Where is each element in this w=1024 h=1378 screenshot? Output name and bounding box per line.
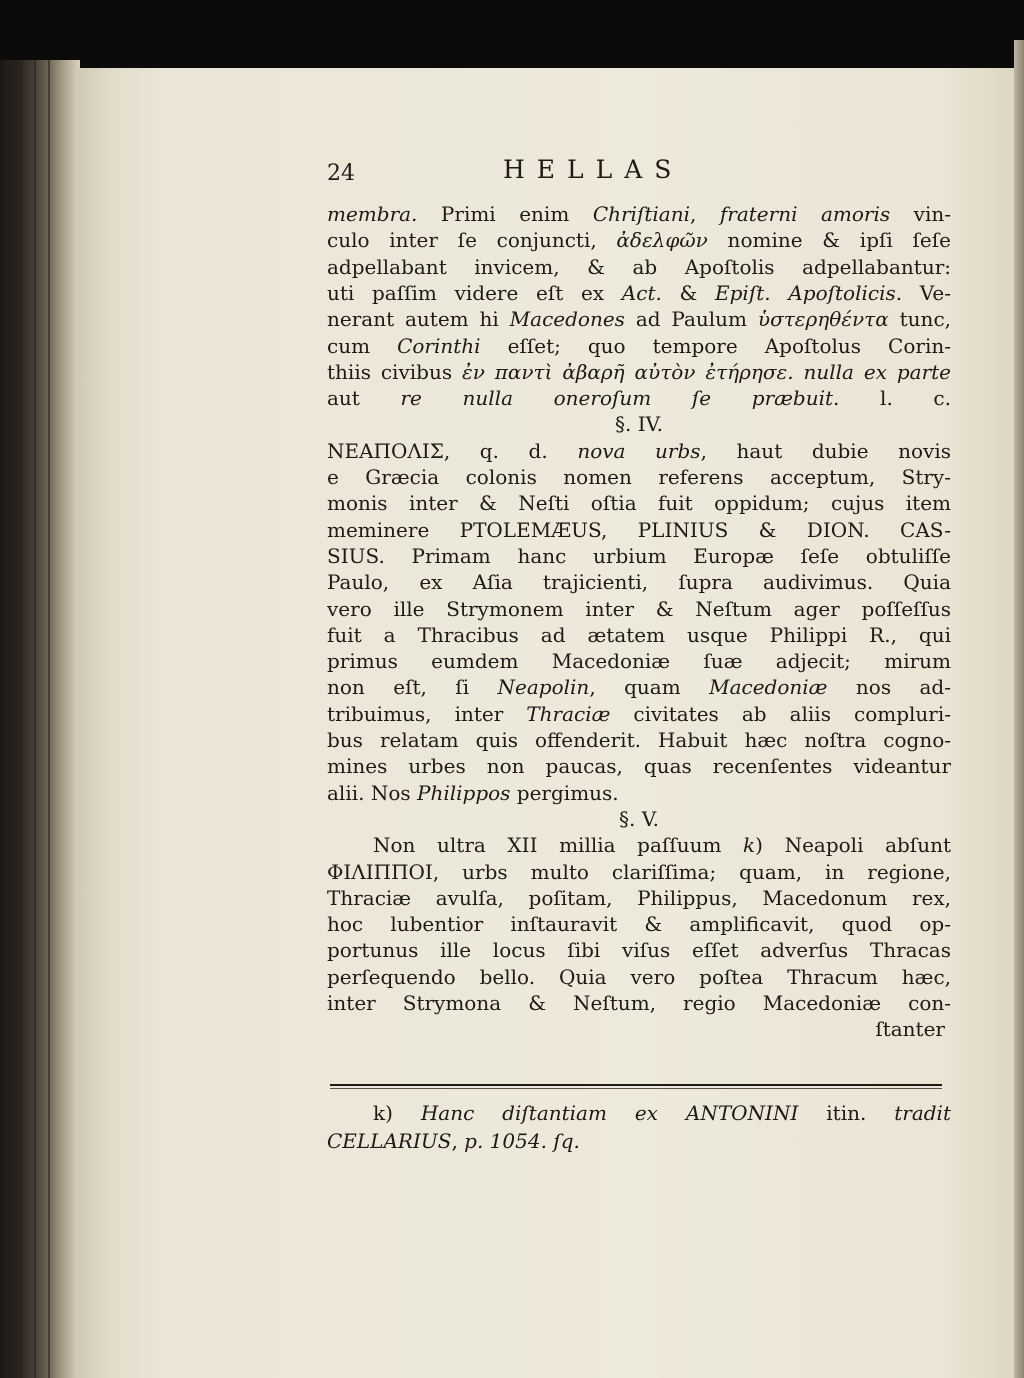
body-text-span: Chriſtiani — [592, 202, 690, 226]
footnote-text-span: CELLARIUS — [327, 1129, 452, 1153]
body-text-span: ) Neapoli abſunt — [755, 833, 951, 858]
body-text-span: fuit a Thracibus ad ætatem usque Philippi R., qui — [327, 622, 951, 647]
body-line — [327, 911, 951, 937]
footnote-text-span: itin. — [798, 1101, 895, 1125]
body-text-span: hoc lubentior inſtauravit & amplificavit, quod op- — [327, 912, 951, 937]
body-line — [327, 937, 951, 963]
running-title: HELLAS — [503, 155, 684, 184]
footnote-rule — [330, 1084, 942, 1086]
body-line — [327, 701, 951, 727]
body-line — [327, 622, 951, 648]
page-number: 24 — [327, 161, 355, 186]
body-text-span: portunus ille locus ſibi viſus eſſet adverſus Thracas — [327, 938, 951, 963]
footnote-text-span: tradit — [894, 1101, 951, 1125]
body-line — [327, 543, 951, 569]
body-text-span: ἀδελφῶν — [616, 228, 708, 253]
body-text-span: meminere PTOLEMÆUS, PLINIUS & DION. CAS- — [327, 517, 951, 542]
body-text-span: §. IV. — [615, 412, 663, 437]
body-line — [327, 1016, 951, 1042]
body-line — [327, 674, 951, 700]
body-line — [327, 964, 951, 990]
body-text-span: Non ultra XII millia paſſuum — [373, 833, 744, 858]
book-gutter — [0, 60, 80, 1378]
body-line — [327, 859, 951, 885]
body-line — [327, 490, 951, 516]
body-text-span: Macedones — [509, 307, 625, 332]
body-text-span: culo inter ſe conjuncti, — [327, 228, 617, 253]
body-line — [327, 885, 951, 911]
body-line — [327, 306, 951, 332]
body-line — [327, 727, 951, 753]
body-text-span: . l. c. — [833, 386, 951, 411]
body-text-span: mines urbes non paucas, quas recenſentes videantur — [327, 754, 951, 779]
body-text-span: tribuimus, inter — [327, 701, 527, 726]
body-text-span: Thraciæ avulſa, poſitam, Philippus, Macedonum rex, — [327, 885, 951, 910]
footnote-text-span: Hanc diſtantiam ex — [420, 1101, 658, 1125]
footnote-text-span: ANTONINI — [685, 1101, 799, 1125]
body-text-span: uti paſſim videre eſt ex — [327, 280, 622, 305]
body-text-span: nomine & ipſi ſeſe — [707, 228, 951, 253]
body-text-span: nulla ex parte — [803, 359, 951, 384]
body-text-span: ΦΙΛΙΠΠΟΙ, urbs multo clariſſima; quam, in regione, — [327, 859, 951, 884]
body-text-span: SIUS. Primam hanc urbium Europæ ſeſe obtuliſſe — [327, 543, 951, 568]
body-text-span: vin- — [890, 202, 951, 226]
footnote-rule-thin — [330, 1088, 942, 1089]
body-text-span: tunc, — [888, 307, 951, 332]
body-text-span: ſtanter — [875, 1017, 945, 1042]
body-text-span: nova urbs — [577, 438, 701, 463]
body-text-span: nerant autem hi — [327, 307, 510, 332]
body-text-span: Primi enim — [417, 202, 593, 226]
body-text-span: nos ad- — [827, 675, 951, 700]
body-line — [327, 806, 951, 832]
body-text-span: ΝΕΑΠΟΛΙΣ, q. d. — [327, 438, 578, 463]
body-text-span: pergimus. — [510, 780, 619, 805]
body-text-span: membra. — [327, 202, 418, 226]
body-text-span: bus relatam quis offenderit. Habuit hæc noſtra cogno- — [327, 728, 951, 752]
body-text-span: Thraciæ — [526, 701, 611, 726]
body-text-span: , haut dubie novis — [700, 438, 951, 463]
page-right-edge — [1014, 40, 1024, 1378]
body-line — [327, 596, 951, 622]
footnote-line — [327, 1100, 951, 1128]
body-text-span: inter Strymona & Neſtum, regio Macedoniæ con- — [327, 991, 951, 1015]
body-line — [327, 201, 951, 227]
footnote-text-span — [658, 1101, 686, 1125]
body-text-span: . Ve- — [895, 280, 951, 305]
body-line — [327, 385, 951, 411]
body-text-span: primus eumdem Macedoniæ ſuæ adjecit; mirum — [327, 649, 951, 674]
body-text-span: alii. Nos — [327, 780, 417, 805]
body-text-span: e Græcia colonis nomen referens acceptum, Stry- — [327, 465, 951, 489]
body-text-span: non eſt, ſi — [327, 675, 498, 700]
body-text-span: ad Paulum — [624, 307, 758, 332]
footnote-text-span: k) — [373, 1101, 421, 1125]
body-line — [327, 832, 951, 858]
body-text-span: , — [690, 202, 720, 226]
body-text-span: §. V. — [618, 806, 660, 831]
body-line — [327, 753, 951, 779]
body-line — [327, 359, 951, 385]
scan-top-background — [0, 0, 1024, 72]
body-text-span: Macedoniæ — [709, 675, 828, 700]
body-text-span — [794, 360, 804, 384]
footnote-text-span: , — [451, 1129, 465, 1153]
body-text-span: Corinthi — [397, 333, 481, 358]
body-text-span: fraterni amoris — [719, 202, 891, 226]
body-line — [327, 648, 951, 674]
body-line — [327, 280, 951, 306]
body-text-span: Philippos — [417, 780, 511, 805]
body-text-span: Act. — [621, 280, 662, 305]
body-text-span: perſequendo bello. Quia vero poſtea Thracum hæc, — [327, 964, 951, 989]
body-text-span: , quam — [589, 675, 710, 700]
body-line — [327, 438, 951, 464]
body-line — [327, 780, 951, 806]
body-text-span: monis inter & Neſti oſtia fuit oppidum; cujus item — [327, 491, 951, 516]
body-text-span: adpellabant invicem, & ab Apoſtolis adpellabantur: — [327, 254, 951, 279]
body-text-span: eſſet; quo tempore Apoſtolus Corin- — [480, 333, 951, 358]
footnote-text-span: p. 1054. ſq. — [464, 1129, 580, 1153]
body-text-span: vero ille Strymonem inter & Neſtum ager poſſeſſus — [327, 596, 951, 621]
body-line — [327, 464, 951, 490]
body-text-span: Epiſt. Apoſtolicis — [715, 280, 896, 305]
body-line — [327, 411, 951, 437]
footnote-line — [327, 1128, 951, 1154]
body-line — [327, 990, 951, 1016]
body-line — [327, 333, 951, 359]
body-text-span: re nulla oneroſum ſe præbuit — [400, 386, 834, 411]
body-text-span: thiis civibus — [327, 359, 462, 384]
body-text-span: Neapolin — [497, 675, 590, 700]
body-text-span: aut — [327, 386, 401, 411]
body-line — [327, 227, 951, 253]
body-line — [327, 569, 951, 595]
body-text-span: ἐν παντὶ ἀβαρῆ αὐτὸν ἐτήρησε. — [461, 359, 794, 384]
page-header — [327, 155, 952, 195]
body-text-span: & — [661, 280, 716, 305]
body-text-span: ὑστερηθέντα — [757, 307, 889, 332]
body-text-span: cum — [327, 333, 398, 358]
body-text-span: k — [743, 833, 756, 858]
body-text-span: civitates ab aliis compluri- — [610, 701, 951, 726]
body-text-span: Paulo, ex Aſia trajicienti, ſupra audivimus. Quia — [327, 570, 951, 595]
body-line — [327, 254, 951, 280]
body-line — [327, 517, 951, 543]
